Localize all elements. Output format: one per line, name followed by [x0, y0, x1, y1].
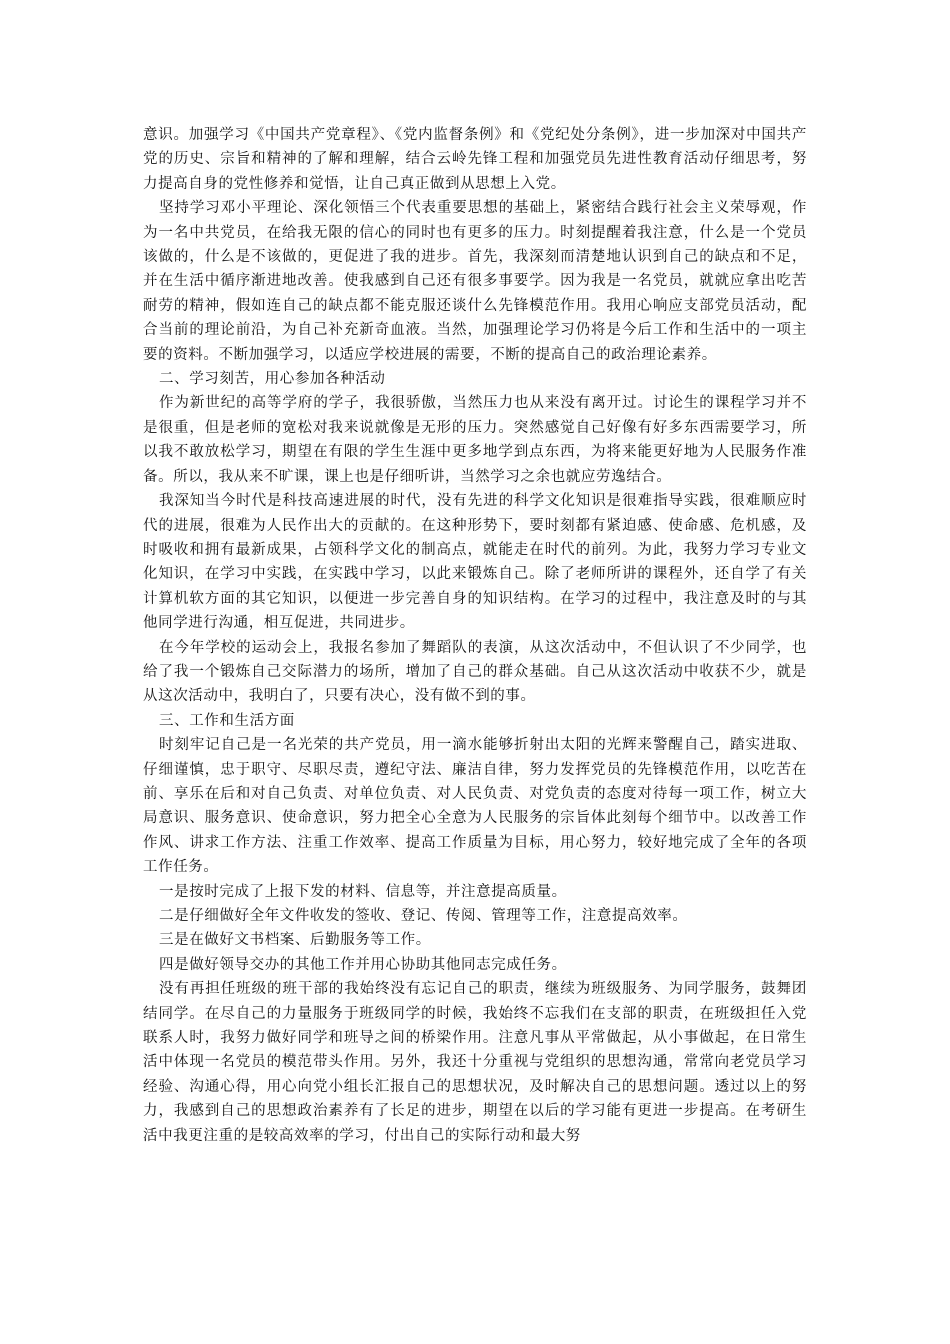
- paragraph-3: 作为新世纪的高等学府的学子，我很骄傲，当然压力也从来没有离开过。讨论生的课程学习并不是很重，但是老师的宽松对我来说就像是无形的压力。突然感觉自己好像有好多东西需要学习，所以我不敢放松学习，期望在有限的学生生涯中更多地学到点东西，为将来能更好地为人民服务作准备。所以，我从来不旷课，课上也是仔细听讲，当然学习之余也就应劳逸结合。: [143, 395, 807, 485]
- section-heading-2: 二、学习刻苦，用心参加各种活动: [159, 371, 386, 388]
- paragraph-4: 我深知当今时代是科技高速进展的时代，没有先进的科学文化知识是很难指导实践，很难顺应时代的进展，很难为人民作出大的贡献的。在这种形势下，要时刻都有紧迫感、使命感、危机感，及时吸收和拥有最新成果，占领科学文化的制高点，就能走在时代的前列。为此，我努力学习专业文化知识，在学习中实践，在实践中学习，以此来锻炼自己。除了老师所讲的课程外，还自学了有关计算机软方面的其它知识，以便进一步完善自身的知识结构。在学习的过程中，我注意及时的与其他同学进行沟通，相互促进，共同进步。: [143, 493, 807, 632]
- paragraph-6: 时刻牢记自己是一名光荣的共产党员，用一滴水能够折射出太阳的光辉来警醒自己，踏实进取、仔细谨慎，忠于职守、尽职尽责，遵纪守法、廉洁自律，努力发挥党员的先锋模范作用，以吃苦在前、享乐在后和对自己负责、对单位负责、对人民负责、对党负责的态度对待每一项工作，树立大局意识、服务意识、使命意识，努力把全心全意为人民服务的宗旨体此刻每个细节中。以改善工作作风、讲求工作方法、注重工作效率、提高工作质量为目标，用心努力，较好地完成了全年的各项工作任务。: [143, 737, 807, 876]
- paragraph-1: 意识。加强学习《中国共产党章程》、《党内监督条例》和《党纪处分条例》，进一步加深对中国共产党的历史、宗旨和精神的了解和理解，结合云岭先锋工程和加强党员先进性教育活动仔细思考，努力提高自身的党性修养和觉悟，让自己真正做到从思想上入党。: [143, 127, 807, 192]
- list-item-2: 二是仔细做好全年文件收发的签收、登记、传阅、管理等工作，注意提高效率。: [159, 908, 688, 924]
- list-item-3: 三是在做好文书档案、后勤服务等工作。: [159, 932, 431, 949]
- section-heading-3: 三、工作和生活方面: [159, 712, 295, 729]
- list-item-1: 一是按时完成了上报下发的材料、信息等，并注意提高质量。: [159, 883, 567, 900]
- paragraph-7: 没有再担任班级的班干部的我始终没有忘记自己的职责，继续为班级服务、为同学服务，鼓舞团结同学。在尽自己的力量服务于班级同学的时候，我始终不忘我们在支部的职责，在班级担任入党联系人时，我努力做好同学和班导之间的桥梁作用。注意凡事从平常做起，从小事做起，在日常生活中体现一名党员的模范带头作用。另外，我还十分重视与党组织的思想沟通，常常向老党员学习经验、沟通心得，用心向党小组长汇报自己的思想状况，及时解决自己的思想问题。透过以上的努力，我感到自己的思想政治素养有了长足的进步，期望在以后的学习能有更进一步提高。在考研生活中我更注重的是较高效率的学习，付出自己的实际行动和最大努: [143, 981, 807, 1144]
- paragraph-2: 坚持学习邓小平理论、深化领悟三个代表重要思想的基础上，紧密结合践行社会主义荣辱观，作为一名中共党员，在给我无限的信心的同时也有更多的压力。时刻提醒着我注意，什么是一个党员该做的，什么是不该做的，更促进了我的进步。首先，我深刻而清楚地认识到自己的缺点和不足，并在生活中循序渐进地改善。使我感到自己还有很多事要学。因为我是一名党员，就就应拿出吃苦耐劳的精神，假如连自己的缺点都不能克服还谈什么先锋模范作用。我用心响应支部党员活动，配合当前的理论前沿，为自己补充新奇血液。当然，加强理论学习仍将是今后工作和生活中的一项主要的资料。不断加强学习，以适应学校进展的需要，不断的提高自己的政治理论素养。: [143, 200, 807, 363]
- document-page: [143, 123, 807, 1148]
- list-item-4: 四是做好领导交办的其他工作并用心协助其他同志完成任务。: [159, 956, 567, 973]
- paragraph-5: 在今年学校的运动会上，我报名参加了舞蹈队的表演，从这次活动中，不但认识了不少同学，也给了我一个锻炼自己交际潜力的场所，增加了自己的群众基础。自己从这次活动中收获不少，就是从这次活动中，我明白了，只要有决心，没有做不到的事。: [143, 639, 807, 705]
